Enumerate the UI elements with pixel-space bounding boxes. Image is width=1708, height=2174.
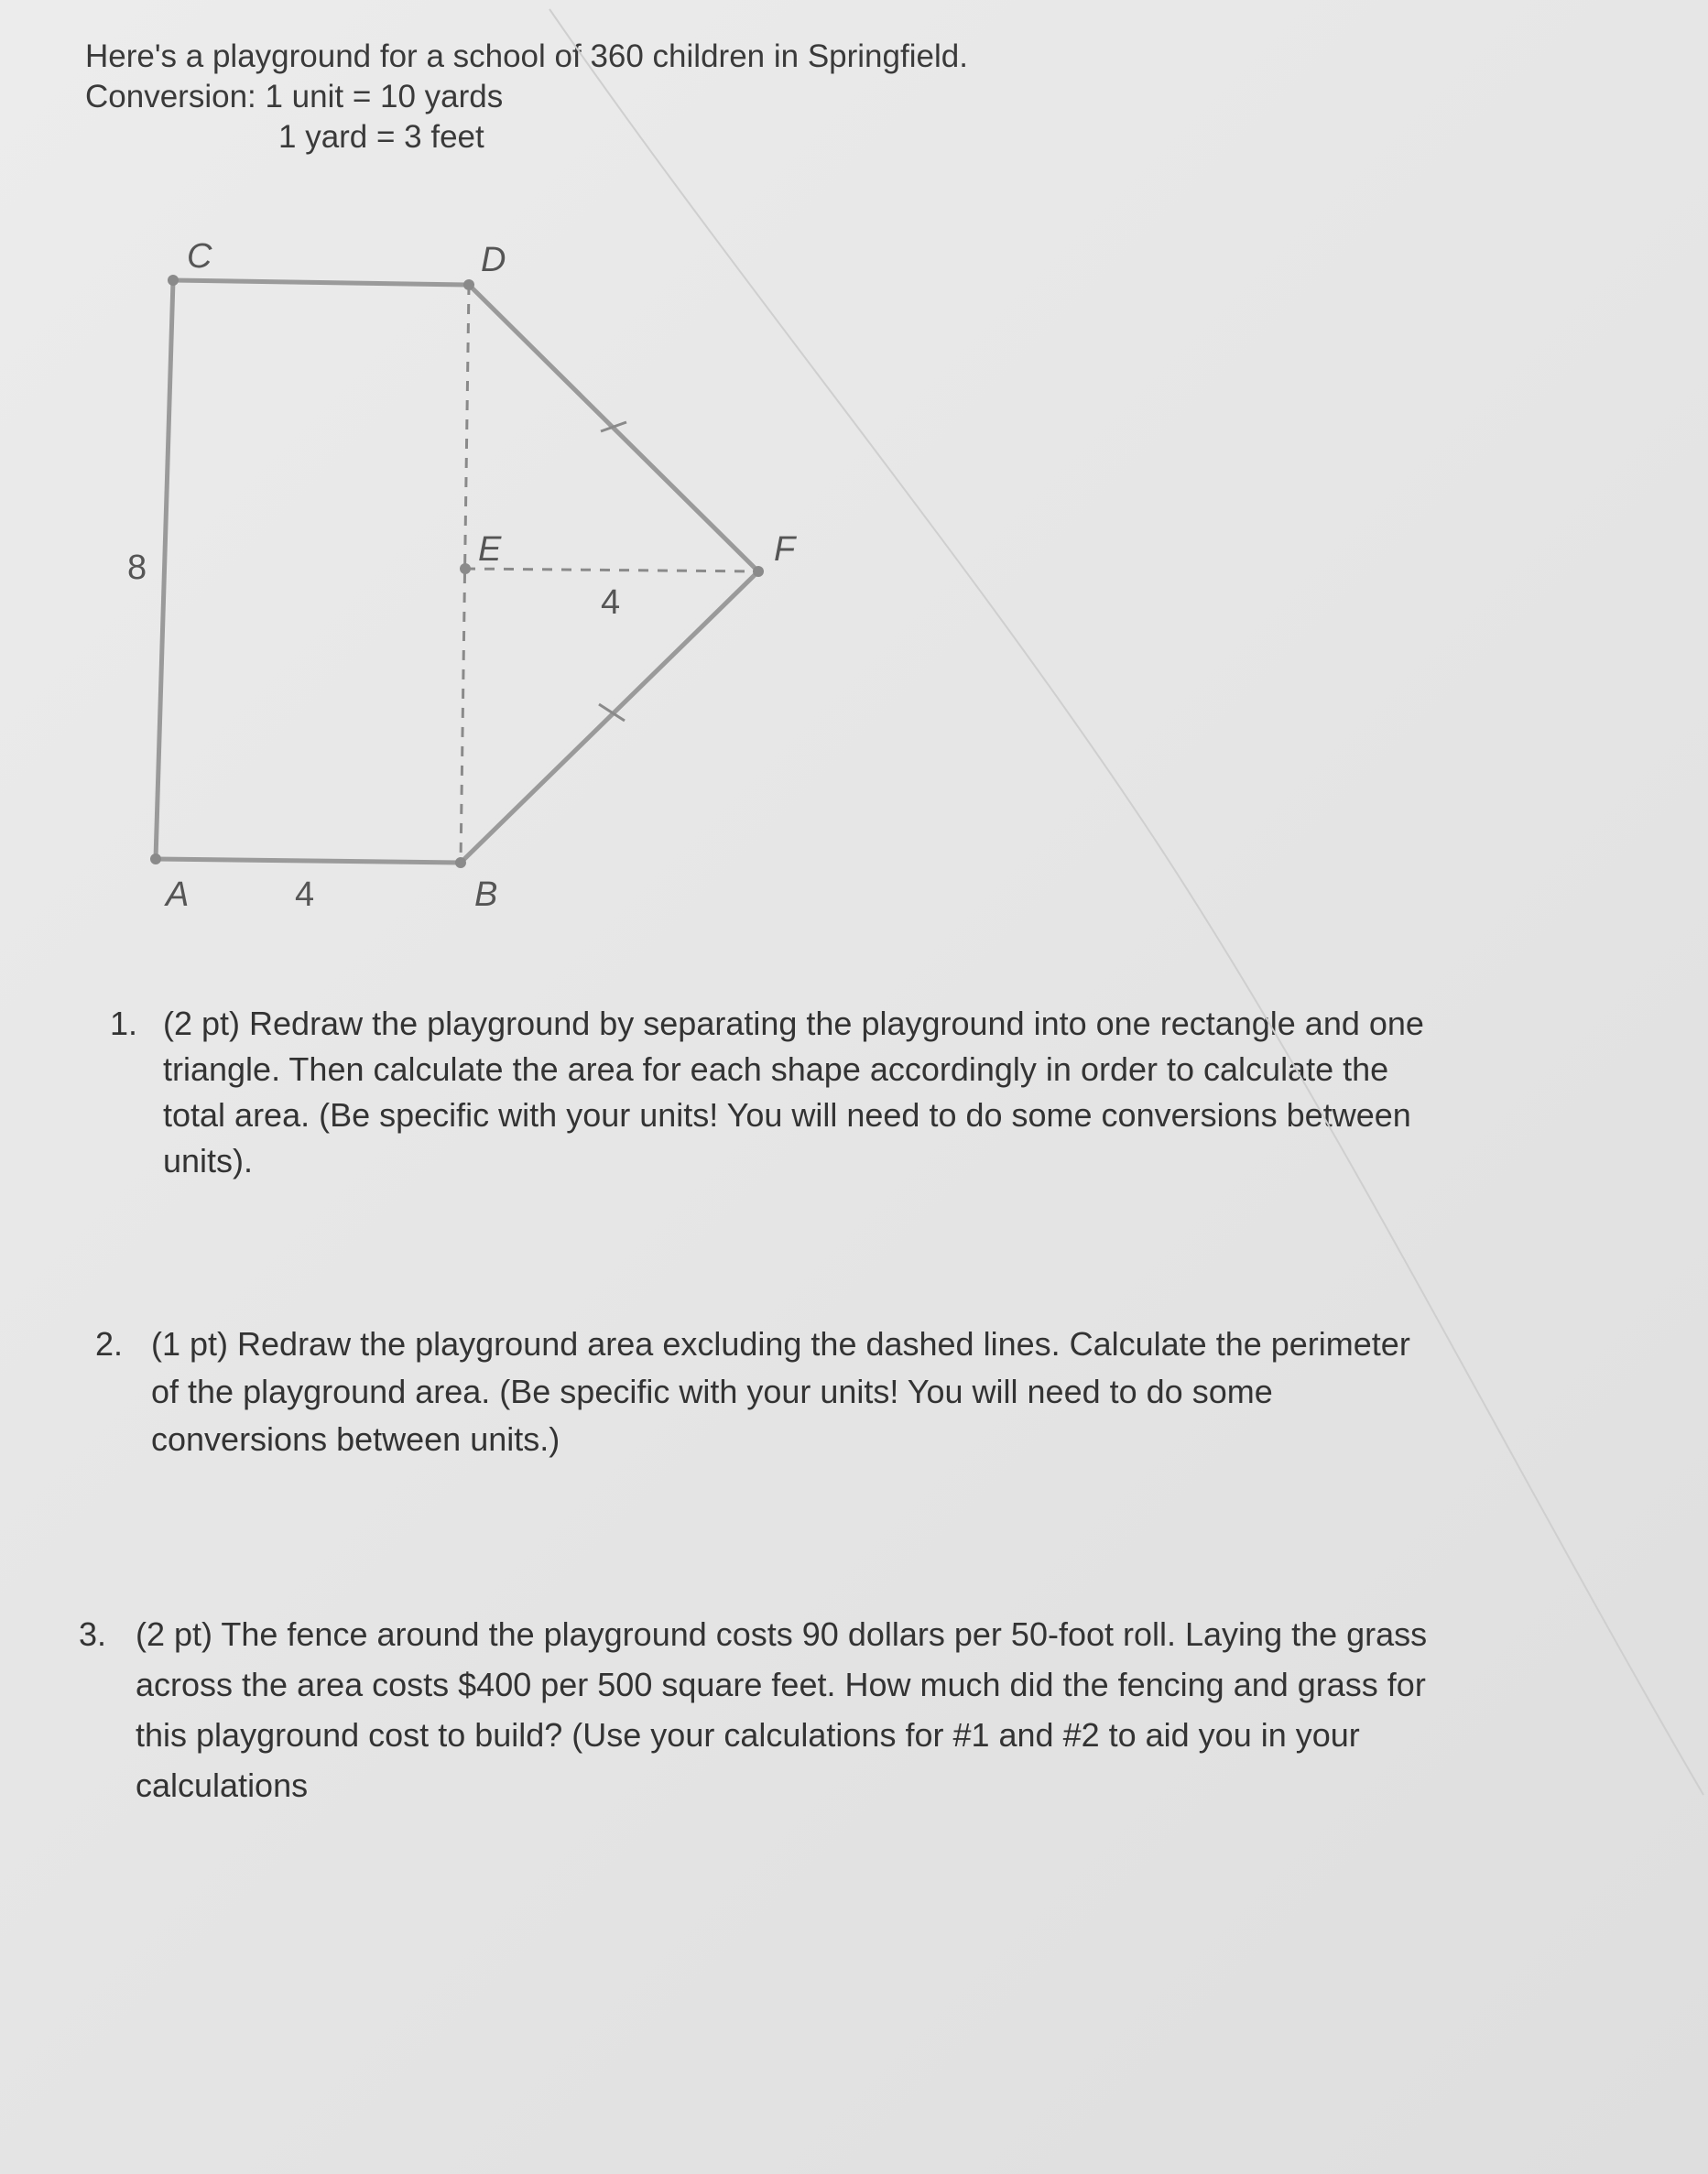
question-1 (110, 1001, 1539, 1193)
point-b (455, 857, 466, 868)
point-f (753, 566, 764, 577)
question-3-line-1: (2 pt) The fence around the playground costs 90 dollars per 50-foot roll. Laying the grass (136, 1615, 1428, 1653)
conversion-yard-feet: 1 yard = 3 feet (278, 119, 484, 155)
playground-diagram (0, 0, 1708, 934)
intro-title: Here's a playground for a school of 360 children in Springfield. (85, 38, 968, 74)
side-cd (173, 280, 469, 285)
question-1-line-3: total area. (Be specific with your units! You will need to do some conversions between (163, 1096, 1411, 1134)
dashed-ef (465, 569, 758, 571)
point-c (168, 275, 179, 286)
question-1-line-4: units). (163, 1142, 254, 1179)
question-2-line-1: (1 pt) Redraw the playground area excluding the dashed lines. Calculate the perimeter (151, 1325, 1410, 1363)
question-3-line-2: across the area costs $400 per 500 square feet. How much did the fencing and grass for (136, 1666, 1426, 1703)
question-2-line-2: of the playground area. (Be specific with your units! You will need to do some (151, 1373, 1273, 1410)
label-b: B (474, 875, 498, 914)
length-bottom-side: 4 (295, 875, 315, 914)
label-f: F (774, 530, 796, 569)
length-ef: 4 (601, 583, 621, 622)
length-left-side: 8 (127, 549, 147, 587)
point-d (463, 279, 474, 290)
question-2 (95, 1321, 1542, 1476)
point-a (150, 853, 161, 864)
side-ca (156, 280, 173, 859)
question-3 (79, 1609, 1562, 1820)
question-3-number: 3. (79, 1615, 107, 1653)
question-1-line-2: triangle. Then calculate the area for each shape accordingly in order to calculate the (163, 1050, 1389, 1088)
label-c: C (187, 237, 212, 276)
question-2-number: 2. (95, 1325, 124, 1363)
question-1-text (163, 1001, 1424, 1184)
question-2-line-3: conversions between units.) (151, 1420, 560, 1458)
label-d: D (481, 241, 506, 279)
label-e: E (478, 530, 502, 569)
side-ab (156, 859, 461, 863)
point-e (460, 563, 471, 574)
conversion-unit-yards: Conversion: 1 unit = 10 yards (85, 79, 504, 114)
question-1-number: 1. (110, 1005, 138, 1042)
question-1-line-1: (2 pt) Redraw the playground by separating the playground into one rectangle and one (163, 1005, 1424, 1042)
question-3-line-4: calculations (136, 1766, 309, 1804)
question-2-text (151, 1321, 1410, 1463)
question-3-text (136, 1609, 1427, 1810)
question-3-line-3: this playground cost to build? (Use your calculations for #1 and #2 to aid you in your (136, 1716, 1360, 1754)
label-a: A (166, 875, 190, 914)
